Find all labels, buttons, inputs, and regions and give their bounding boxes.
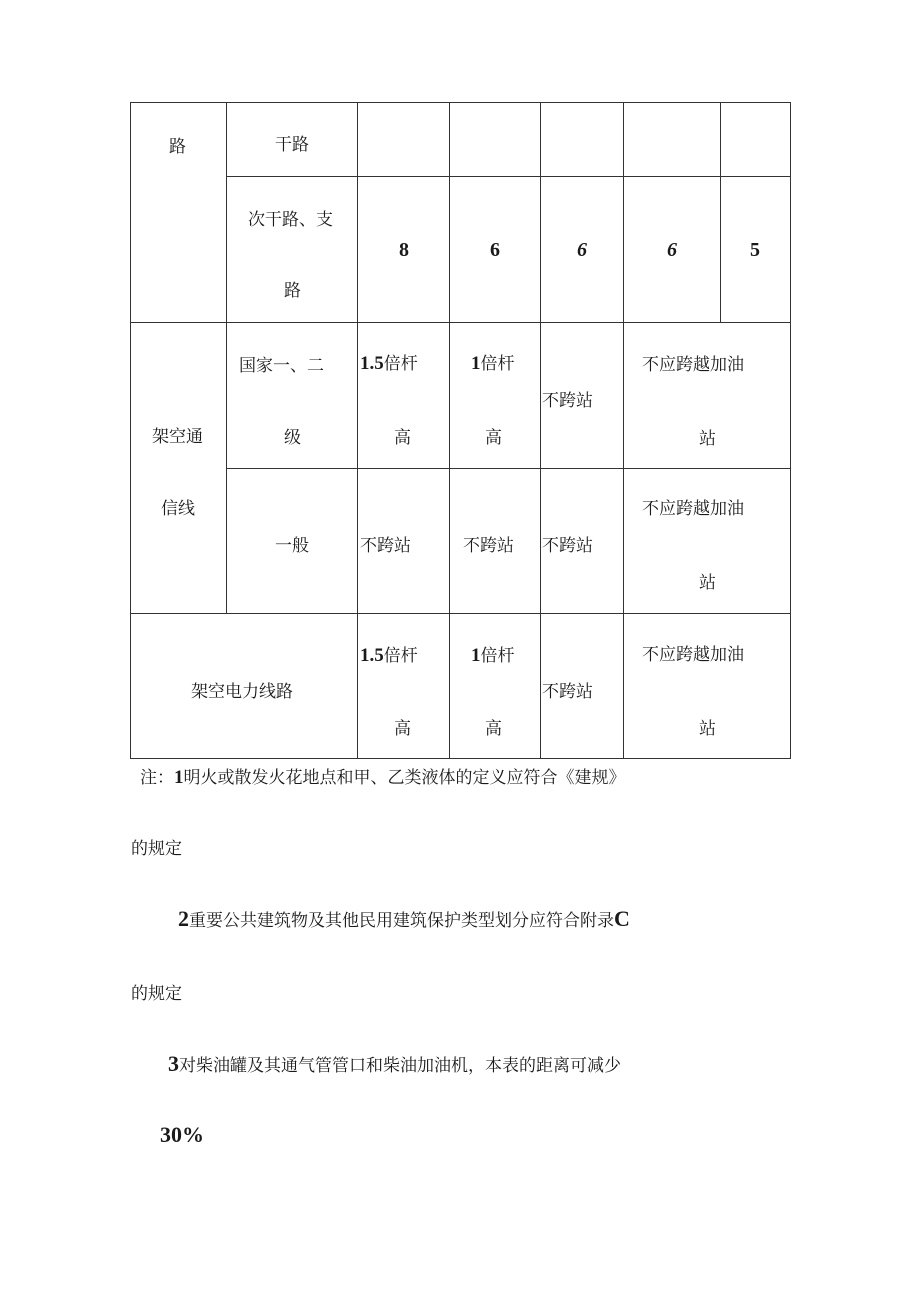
power-c1-line2: 高 [394,719,411,739]
power-c2-num: 1 [471,645,481,666]
note-1-text: 明火或散发火花地点和甲、乙类液体的定义应符合《建规》 [183,768,626,788]
cell-secondary-v5 [720,176,791,322]
national-c2-suffix: 倍杆 [480,354,515,374]
note-1-prefix: 注： [140,768,174,788]
cell-national-c2 [449,322,540,468]
power-c1-line1 [360,641,418,667]
cell-road-label [130,102,226,322]
note-2-text: 重要公共建筑物及其他民用建筑保护类型划分应符合附录 [189,911,614,931]
secondary-value: 6 [667,239,677,261]
cell-general-c2 [449,468,540,613]
cell-power-c4 [623,613,791,759]
general-c3: 不跨站 [542,536,593,556]
national-c3: 不跨站 [542,391,593,411]
national-c1-num: 1.5 [360,353,384,374]
note-3-cont: 30% [160,1122,204,1147]
cell-general-c3 [540,468,623,613]
national-c4-line2: 站 [699,429,716,449]
power-c3: 不跨站 [542,682,593,702]
cell-national-c3 [540,322,623,468]
cell-national [226,322,357,468]
note-1-cont: 的规定 [131,839,182,859]
note-1 [140,763,626,789]
secondary-road-label-1: 次干路、支 [248,210,333,230]
secondary-value: 6 [490,239,500,261]
power-c2-line1 [471,641,515,667]
power-c4-line1: 不应跨越加油 [642,645,744,665]
cell-national-c1 [357,322,449,468]
national-c1-line2: 高 [394,428,411,448]
power-c4-line2: 站 [699,719,716,739]
cell-national-c4 [623,322,791,468]
cell-secondary-v4 [623,176,720,322]
note-3-num: 3 [168,1051,179,1076]
general-c4-line2: 站 [699,573,716,593]
cell-power-c2 [449,613,540,759]
national-c4-line1: 不应跨越加油 [642,355,744,375]
comm-label-2: 信线 [161,499,195,519]
cell-main-road-v4 [623,102,720,176]
note-2 [178,906,630,932]
national-c2-line2: 高 [485,428,502,448]
secondary-value: 8 [399,239,409,261]
power-c1-num: 1.5 [360,645,384,666]
general-label: 一般 [275,536,309,556]
comm-label-1: 架空通 [152,427,203,447]
power-c2-suffix: 倍杆 [480,646,515,666]
cell-secondary-road [226,176,357,322]
distance-table [130,102,791,759]
main-road-label: 干路 [275,135,309,155]
cell-main-road-v5 [720,102,791,176]
note-2-cont: 的规定 [131,984,182,1004]
cell-power-c3 [540,613,623,759]
national-label-1: 国家一、二 [239,356,324,376]
note-3-text: 对柴油罐及其通气管管口和柴油加油机，本表的距离可减少 [179,1056,621,1076]
power-label: 架空电力线路 [191,682,293,702]
secondary-value: 5 [750,239,760,261]
cell-main-road-v3 [540,102,623,176]
cell-main-road-v1 [357,102,449,176]
general-c2: 不跨站 [463,536,514,556]
cell-general-c1 [357,468,449,613]
cell-general [226,468,357,613]
cell-main-road-v2 [449,102,540,176]
cell-secondary-v2 [449,176,540,322]
secondary-road-label-2: 路 [284,281,301,301]
cell-comm-label [130,322,226,613]
national-c2-line1 [471,349,515,375]
note-3 [168,1051,621,1077]
general-c4-line1: 不应跨越加油 [642,499,744,519]
national-c1-suffix: 倍杆 [383,354,418,374]
national-label-2: 级 [284,428,301,448]
cell-power-label [130,613,357,759]
note-1-num: 1 [174,767,184,788]
cell-secondary-v1 [357,176,449,322]
cell-secondary-v3 [540,176,623,322]
national-c1-line1 [360,349,418,375]
cell-general-c4 [623,468,791,613]
note-2-letter: C [614,906,630,931]
power-c2-line2: 高 [485,719,502,739]
note-2-num: 2 [178,906,189,931]
national-c2-num: 1 [471,353,481,374]
power-c1-suffix: 倍杆 [383,646,418,666]
road-label: 路 [169,137,186,157]
secondary-value: 6 [577,239,587,261]
cell-power-c1 [357,613,449,759]
general-c1: 不跨站 [360,536,411,556]
cell-main-road [226,102,357,176]
